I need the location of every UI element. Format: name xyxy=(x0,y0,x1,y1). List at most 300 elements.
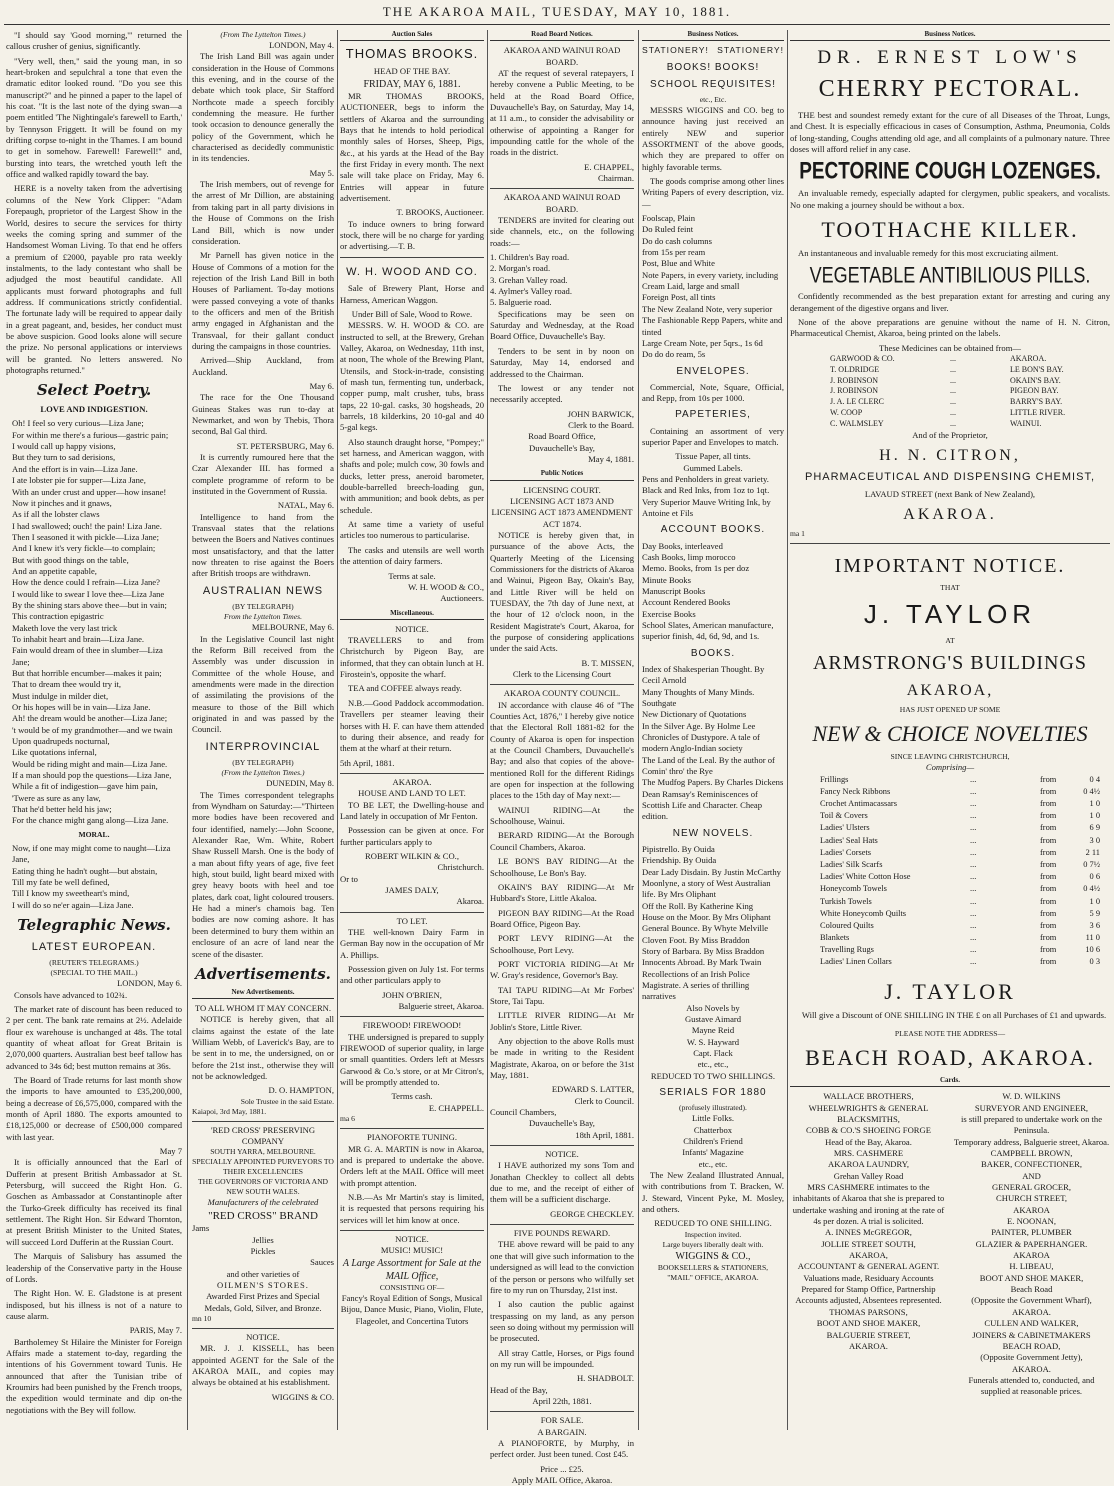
poem-line: Till my fate be well defined, xyxy=(12,876,110,887)
list-item: The Fashionable Repp Papers, white and tinted xyxy=(642,315,783,337)
ad-heading: SERIALS FOR 1880 xyxy=(659,1087,767,1099)
price-cell: ... xyxy=(970,945,977,955)
ad-heading: LICENSING COURT. xyxy=(523,484,601,495)
list-item: Dean Ramsay's Reminiscences of Scottish Life and Character. Cheap edition. xyxy=(642,788,763,822)
price-cell: 5 9 xyxy=(1089,908,1100,918)
ad-text: NOTICE is hereby given that, in pursuance of the above Acts, the Quarterly Meeting of the Licensing Commissioners for the districts of Akaroa and Wainui, Pigeon Bay, Okain's Bay, and Little River will be held on TUESDAY, the 7th day of June next, at the hour of 12 o'clock noon, in the Resident Magistrate's Court, Akaroa, for the purpose of considering applications under the said Acts. xyxy=(490,529,634,654)
ad-heading: ACCOUNT BOOKS. xyxy=(660,524,766,536)
paragraph: Intelligence to hand from the Transvaal states that the relations between the Boers and Natives continues most unsatisfactory, and that the latter now threaten to rise against the Boers after British troops are withdrawn. xyxy=(192,511,334,579)
ad-text: Gummed Labels. xyxy=(683,462,743,473)
poem-line: That he'd better held his jaw; xyxy=(12,804,112,815)
red-cross-ad xyxy=(192,1121,334,1324)
list-item: Innocents Abroad. By Mark Twain xyxy=(642,957,762,968)
price-row xyxy=(790,822,1110,834)
card-line: BEACH ROAD, xyxy=(1002,1340,1061,1351)
price-cell: Travelling Rugs xyxy=(820,945,874,955)
ad-text: An instantaneous and invaluable remedy for this most excruciating ailment. xyxy=(798,248,1059,259)
list-item: 3. Grehan Valley road. xyxy=(490,274,568,285)
price-row xyxy=(790,896,1110,908)
card-line: W. D. WILKINS xyxy=(1002,1091,1061,1102)
new-advertisements-label: New Advertisements. xyxy=(192,988,334,999)
whom-heading: TO ALL WHOM IT MAY CONCERN. xyxy=(194,1002,332,1013)
price-cell: Fancy Neck Ribbons xyxy=(820,786,891,796)
card-line: JOLLIE STREET SOUTH, xyxy=(821,1238,916,1249)
price-cell: 10 6 xyxy=(1085,945,1100,955)
ad-text: None of the above preparations are genuine without the name of H. N. Citron, Pharmaceutical Chemist, Akaroa, being printed on the labels. xyxy=(790,316,1110,339)
poem-line: While a fit of indigestion—gave him pain, xyxy=(12,781,158,792)
poem-line: To inhabit heart and brain—Liza Jane. xyxy=(12,633,145,644)
price-cell: Frillings xyxy=(820,774,849,784)
price-cell: 0 4½ xyxy=(1083,786,1100,796)
cards-right xyxy=(953,1091,1110,1397)
poem-line: If a man should pop the questions—Liza Jane, xyxy=(12,770,172,781)
price-cell: ... xyxy=(970,835,977,845)
moral-heading: MORAL. xyxy=(78,829,110,839)
ad-subheading: HEAD OF THE BAY. xyxy=(373,66,451,77)
signature: H. SHADBOLT. xyxy=(576,1373,634,1384)
price-cell: ... xyxy=(970,872,977,882)
ad-text: Possession given on July 1st. For terms and other particulars apply to xyxy=(340,964,484,986)
ad-text: N.B.—As Mr Martin's stay is limited, it is requested that persons requiring his services will let him know at once. xyxy=(340,1191,484,1225)
ad-text: AT xyxy=(945,635,955,645)
column-4 xyxy=(490,30,634,1485)
news-paragraphs xyxy=(6,990,182,1143)
price-row xyxy=(790,908,1110,920)
signature: Chairman. xyxy=(597,173,634,184)
card-line: Funerals attended to, conducted, and supplied at reasonable prices. xyxy=(968,1374,1095,1397)
agent-cell: PIGEON BAY. xyxy=(1010,386,1059,396)
list-item: W. S. Hayward xyxy=(686,1036,740,1047)
card-line: WHEELWRIGHTS & GENERAL BLACKSMITHS, xyxy=(808,1102,929,1124)
list-item: New Dictionary of Quotations xyxy=(642,709,747,720)
price-cell: ... xyxy=(970,884,977,894)
books-list xyxy=(642,664,784,823)
news-paragraphs xyxy=(192,51,334,164)
poem-line: 'Twere as sure as any law, xyxy=(12,792,101,803)
card-line: AKAROA xyxy=(1013,1204,1050,1215)
price-cell: 1 0 xyxy=(1089,896,1100,906)
price-cell: from xyxy=(1040,799,1057,808)
card-line: BAKER, CONFECTIONER, xyxy=(981,1159,1082,1170)
ad-text: Containing an assortment of very superior Paper and Envelopes to match. xyxy=(642,425,784,447)
card-line: Head of the Bay, Akaroa. xyxy=(825,1136,912,1147)
card-line: E. NOONAN, xyxy=(1007,1216,1056,1227)
agent-cell: OKAIN'S BAY. xyxy=(1010,375,1061,385)
column-5 xyxy=(642,30,784,1430)
list-item: Story of Barbara. By Miss Braddon xyxy=(642,945,765,956)
signature: May 4, 1881. xyxy=(588,453,634,464)
agent-cell: BARRY'S BAY. xyxy=(1010,397,1063,407)
paragraph: Consols have advanced to 102¾. xyxy=(14,989,128,1000)
poem-line: And an appetite capable, xyxy=(12,565,97,576)
poem-line: But they turn to sad derisions, xyxy=(12,452,116,463)
ad-text: Black and Red Inks, from 1oz to 1qt. xyxy=(642,485,770,496)
price-row xyxy=(790,810,1110,822)
ad-text: Pens and Penholders in great variety. xyxy=(642,473,769,484)
ad-text: I HAVE authorized my sons Tom and Jonathan Checkley to collect all debts due to me, and the receipt of either of them will be a sufficient discharge. xyxy=(490,1160,634,1205)
ad-text: Specifications may be seen on Saturday and Wednesday, at the Road Board Office, Duvauchelle's Bay. xyxy=(490,308,634,342)
agent-cell: ... xyxy=(950,364,956,374)
poem-line: That to dream thee would try it, xyxy=(12,679,122,690)
price-cell: Ladies' White Cotton Hose xyxy=(820,872,911,882)
papers-list xyxy=(642,213,784,360)
poem-line: I would call up happy visions, xyxy=(12,441,116,452)
ad-heading: W. H. WOOD AND CO. xyxy=(346,265,478,278)
ad-text: Any objection to the above Rolls must be made in writing to the Resident Magistrate, Akaroa, on or before the 31st May, 1881. xyxy=(490,1035,634,1080)
price-cell: from xyxy=(1040,847,1057,857)
cards-section xyxy=(790,1091,1110,1397)
agent-cell: AKAROA. xyxy=(1010,353,1047,363)
ad-line: Manufacturers of the celebrated xyxy=(207,1197,319,1208)
business-notices-label: Business Notices. xyxy=(642,30,784,41)
price-row xyxy=(790,944,1110,956)
telegraph-note: (BY TELEGRAPH) xyxy=(232,602,294,612)
card-line: Valuations made, Residuary Accounts Prepared for Stamp Office, Partnership Accounts adjusted, Absentees represented. xyxy=(795,1272,942,1306)
price-cell: 2 11 xyxy=(1085,847,1100,857)
paragraph: The Irish members, out of revenge for the arrest of Mr Dillion, are abstaining from taking part in all party divisions in the House of Commons on the Irish Land Bill, which is now under consideration. xyxy=(192,179,334,246)
ad-heading: AKAROA COUNTY COUNCIL. xyxy=(490,684,634,699)
ad-heading: BOOKS. xyxy=(690,647,736,659)
paragraph: Bartholemey St Hilaire the Minister for Foreign Affairs made a statement to-day, regarding the intentions of his Government toward Tunis. He announced that after the Tunisian tribe of Kroumirs had been punished by the French troops, the expedition would terminate and dip on-the negotiations with the Bey will follow. xyxy=(6,1336,182,1415)
card-line: COBB & CO.'S SHOEING FORGE xyxy=(806,1125,931,1136)
column-6 xyxy=(790,30,1110,1430)
stationery-row xyxy=(642,45,784,56)
poem-line: Must indulge in milder diet, xyxy=(12,690,109,701)
road-board-notices-label: Road Board Notices. xyxy=(490,30,634,41)
ad-heading: TO LET. xyxy=(340,912,484,927)
ad-heading: BEACH ROAD, AKAROA. xyxy=(805,1045,1095,1071)
ad-heading: HOUSE AND LAND TO LET. xyxy=(358,788,466,799)
news-paragraphs xyxy=(192,452,334,497)
card-line: A. INNES McGREGOR, xyxy=(825,1227,912,1238)
ad-text: REDUCED TO ONE SHILLING. xyxy=(654,1218,772,1229)
novels-list xyxy=(642,844,784,1003)
ad-heading: J. TAYLOR xyxy=(863,599,1037,630)
list-item: Chronicles of Dustypore. A tale of modern Anglo-Indian society xyxy=(642,731,760,754)
agent-cell: GARWOOD & CO. xyxy=(830,353,895,363)
price-cell: ... xyxy=(970,920,977,930)
signature: JOHN O'BRIEN, xyxy=(382,989,442,1000)
ad-text: Large buyers liberally dealt with. xyxy=(662,1239,764,1249)
news-paragraphs xyxy=(6,1157,182,1322)
ad-text: LAVAUD STREET (next Bank of New Zealand), xyxy=(864,488,1036,499)
list-item: etc., etc. xyxy=(698,1158,728,1169)
signature: Sole Trustee in the said Estate. xyxy=(240,1096,334,1106)
poem xyxy=(6,418,182,826)
ad-line: Pickles xyxy=(250,1245,276,1256)
ad-text: Or to xyxy=(340,873,358,884)
paragraph: It is officially announced that the Earl of Dufferin at present British Ambassador at St. Petersburg, will succeed the Right Hon. G. Goschen as Ambassador at Constantinople after the Turko-Greek difficulty has received its final settlement. The Right Hon. Sir Edward Thornton, at present British Minister to the United States, will succeed Lord Dufferin at the Russian Court. xyxy=(6,1157,182,1247)
price-cell: 0 7½ xyxy=(1083,859,1100,869)
serials-list xyxy=(642,1113,784,1170)
price-cell: Coloured Quilts xyxy=(820,920,874,930)
poem-line: For within me there's a furious—gastric pain; xyxy=(12,429,169,440)
list-item: LE BON'S BAY RIDING—At the Schoolhouse, Le Bon's Bay. xyxy=(490,856,634,878)
ad-subheading: LICENSING ACT 1873 AND LICENSING ACT 1873 AMENDMENT ACT 1874. xyxy=(491,495,633,529)
ad-text: Comprising— xyxy=(925,762,975,773)
ad-text: I also caution the public against trespassing on my land, as any person seen so doing without my permission will be prosecuted. xyxy=(490,1299,634,1344)
list-item: Cash Books, limp morocco xyxy=(642,551,736,562)
public-notices-label: Public Notices xyxy=(490,469,634,480)
list-item: Children's Friend xyxy=(683,1135,743,1146)
list-item: In the Silver Age. By Holme Lee xyxy=(642,720,756,731)
signature: BOOKSELLERS & STATIONERS, xyxy=(657,1262,769,1272)
list-item: Index of Shakesperian Thought. By Cecil Arnold xyxy=(642,663,765,686)
source-note: (From the Lyttelton Times.) xyxy=(221,768,305,778)
signature: "MAIL" OFFICE, AKAROA. xyxy=(667,1272,759,1282)
price-cell: Ladies' Linen Collars xyxy=(820,957,892,967)
card-line: BOOT AND SHOE MAKER, xyxy=(816,1318,921,1329)
poem-line: Upon quadrupeds nocturnal, xyxy=(12,736,110,747)
poem-line: How the dence could I refrain—Liza Jane? xyxy=(12,577,160,588)
ad-text: A PIANOFORTE, by Murphy, in perfect order. Just been tuned. Cost £45. xyxy=(490,1437,634,1460)
ad-text: Apply MAIL Office, Akaroa. xyxy=(511,1475,613,1485)
signature: EDWARD S. LATTER, xyxy=(551,1084,634,1095)
poem-line: I will do so ne'er again—Liza Jane. xyxy=(12,899,134,910)
card-line: GLAZIER & PAPERHANGER. xyxy=(975,1238,1088,1249)
ad-heading: IMPORTANT NOTICE. xyxy=(834,554,1066,577)
card-line: GENERAL GROCER, xyxy=(992,1182,1071,1193)
card-line: AKAROA, xyxy=(849,1250,888,1261)
ad-heading: PAPETERIES, xyxy=(675,409,751,421)
ad-text: Terms at sale. xyxy=(388,570,436,581)
poem-line: Maketh love the very last trick xyxy=(12,622,118,633)
ad-heading: DR. ERNEST LOW'S xyxy=(817,47,1083,69)
price-cell: 3 6 xyxy=(1089,920,1100,930)
signature: T. BROOKS, Auctioneer. xyxy=(396,207,484,218)
ad-text: MESSRS WIGGINS and CO. beg to announce having just received an entirely NEW and superior ASSORTMENT of the above goods, which they are prepared to offer on highly favorable terms. xyxy=(642,104,784,172)
agent-cell: W. COOP xyxy=(830,407,863,417)
list-item: LITTLE RIVER RIDING—At Mr Joblin's Store, Little River. xyxy=(490,1010,634,1032)
card-line: THOMAS PARSONS, xyxy=(829,1306,908,1317)
list-item: PIGEON BAY RIDING—At the Road Board Office, Pigeon Bay. xyxy=(490,907,634,929)
ad-heading: BOOKS! BOOKS! xyxy=(666,61,760,73)
card-line: CULLEN AND WALKER, xyxy=(984,1318,1079,1329)
card-line: Temporary address, Balguerie street, Akaroa. xyxy=(953,1136,1110,1147)
price-row xyxy=(790,835,1110,847)
miscellaneous-label: Miscellaneous. xyxy=(340,609,484,620)
dateline: PARIS, May 7. xyxy=(129,1325,182,1336)
ad-code: mn 10 xyxy=(192,1314,212,1324)
card-line: AKAROA. xyxy=(1012,1363,1051,1374)
agent-row xyxy=(790,419,1110,430)
ad-heading: ENVELOPES. xyxy=(676,365,750,377)
list-item: Little Folks. xyxy=(691,1113,735,1124)
agent-cell: T. OLDRIDGE xyxy=(830,364,880,374)
signature: JAMES DALY, xyxy=(385,884,439,895)
ad-heading: NEW & CHOICE NOVELTIES xyxy=(812,721,1088,747)
card-line: BOOT AND SHOE MAKER, xyxy=(979,1272,1084,1283)
ad-text: At same time a variety of useful articles too numerous to particularise. xyxy=(340,519,484,541)
poem-line: Fain would dream of thee in slumber—Liza Jane; xyxy=(12,645,163,667)
agent-row xyxy=(790,408,1110,419)
price-cell: Ladies' Silk Scarfs xyxy=(820,859,883,869)
price-row xyxy=(790,932,1110,944)
paragraph: The Right Hon. W. E. Gladstone is at present indisposed, but his illness is not of a nature to cause alarm. xyxy=(6,1288,182,1321)
agent-row xyxy=(790,397,1110,408)
list-item: Day Books, interleaved xyxy=(642,540,723,551)
ad-text: HAS JUST OPENED UP SOME xyxy=(899,705,1001,715)
ad-text: N.B.—Good Paddock accommodation. Travellers per steamer leaving their horses with H. F. can have them attended to during their absence, and ready for them at the wharf at their return. xyxy=(340,697,484,754)
latest-european-heading: LATEST EUROPEAN. xyxy=(31,940,157,953)
signature: Akaroa. xyxy=(456,896,484,907)
poem-line: And the effort is in vain—Liza Jane. xyxy=(12,463,138,474)
ad-text: To induce owners to bring forward stock, there will be no charge for yarding or advertising.—T. B. xyxy=(340,218,484,252)
ad-text: CONSISTING OF— xyxy=(379,1283,445,1292)
ad-line: Jams xyxy=(192,1223,210,1234)
paragraph: Mr Parnell has given notice in the House of Commons of a motion for the rejection of the Irish Land Bill in both Houses of Parliament. To-day motions were passed conveying a vote of thanks to the officers and men of the British army engaged in Afghanistan and the Transvaal, for their gallant conduct during the campaigns in those countries. xyxy=(192,250,334,351)
ad-text: Tenders to be sent in by noon on Saturday, May 14, endorsed and addressed to the Chairman. xyxy=(490,345,634,379)
column-divider xyxy=(487,30,488,1430)
ad-heading: PHARMACEUTICAL AND DISPENSING CHEMIST, xyxy=(804,471,1096,483)
ad-heading: TOOTHACHE KILLER. xyxy=(821,217,1079,243)
dateline: LONDON, May 6. xyxy=(117,978,182,989)
card-line: JOINERS & CABINETMAKERS xyxy=(972,1329,1091,1340)
ad-text: THE well-known Dairy Farm in German Bay now in the occupation of Mr A. Phillips. xyxy=(340,927,484,960)
signature: Clerk to the Board. xyxy=(568,419,634,430)
price-cell: from xyxy=(1040,957,1057,967)
cards-label: Cards. xyxy=(790,1076,1110,1087)
ad-heading: FIVE POUNDS REWARD. xyxy=(490,1224,634,1239)
price-cell: Honeycomb Towels xyxy=(820,884,887,894)
signature: Head of the Bay, xyxy=(490,1384,548,1395)
poem-line: Now, if one may might come to naught—Liza Jane, xyxy=(12,842,171,865)
ad-text: TEA and COFFEE always ready. xyxy=(348,683,462,694)
signature: ROBERT WILKIN & CO., xyxy=(365,850,459,861)
list-item: Foreign Post, all tints xyxy=(642,292,716,303)
ad-heading: AKAROA. xyxy=(340,773,484,788)
agent-cell: ... xyxy=(950,375,956,385)
card-line: AND xyxy=(1022,1170,1041,1181)
price-cell: Blankets xyxy=(820,933,850,943)
card-line: (Opposite Government Jetty), xyxy=(980,1352,1083,1363)
ad-heading: CHERRY PECTORAL. xyxy=(818,76,1082,103)
news-paragraphs xyxy=(6,1337,182,1416)
news-paragraphs xyxy=(192,392,334,437)
news-paragraphs xyxy=(192,790,334,960)
column-divider xyxy=(187,30,188,1430)
price-cell: ... xyxy=(970,799,977,808)
signature: 18th April, 1881. xyxy=(575,1129,634,1140)
notice-agent-ad xyxy=(192,1328,334,1403)
list-item: Account Rendered Books xyxy=(642,597,731,608)
list-item: Friendship. By Ouida xyxy=(642,855,717,866)
agents-list xyxy=(790,354,1110,430)
list-item: PORT LEVY RIDING—At the Schoolhouse, Port Levy. xyxy=(490,933,634,955)
ad-text: THE undersigned is prepared to supply FIREWOOD of superior quality, in large or small quantities. Orders left at Messrs Garwood & Co.'s store, or at Mr Citron's, will be promptly attended to. xyxy=(340,1031,484,1088)
ad-heading: PECTORINE COUGH LOZENGES. xyxy=(799,158,1101,185)
ad-text: The casks and utensils are well worth the attention of dairy farmers. xyxy=(340,544,484,567)
column-3 xyxy=(340,30,484,1430)
price-cell: ... xyxy=(970,933,977,943)
ad-text: And of the Proprietor, xyxy=(912,429,988,440)
ad-subheading: A BARGAIN. xyxy=(537,1426,587,1437)
price-cell: Ladies' Seal Hats xyxy=(820,835,878,845)
ad-line: Jellies xyxy=(252,1234,274,1245)
ad-line: Awarded First Prizes and Special Medals, Gold, Silver, and Bronze. xyxy=(204,1291,322,1313)
list-item: 2. Morgan's road. xyxy=(490,263,551,274)
ad-text: Possession can be given at once. For further particulars apply to xyxy=(340,825,484,847)
agent-cell: ... xyxy=(950,353,956,363)
list-item: Minute Books xyxy=(642,574,691,585)
date-line: Kaiapoi, 3rd May, 1881. xyxy=(192,1106,267,1116)
ad-text: (profusely illustrated). xyxy=(679,1103,747,1113)
price-cell: ... xyxy=(970,908,977,918)
poem-line: Till I know my sweetheart's mind, xyxy=(12,888,130,899)
price-cell: from xyxy=(1040,774,1057,784)
paragraph: HERE is a novelty taken from the advertising columns of the New York Clipper: "Adam Forepaugh, proprietor of the Largest Show in the World, desires to secure the services for thirty weeks the coming spring and summer of the Handsomest Woman Living. To that end he offers a premium of £2000, payable pro rata weekly instalments, to the lady contestant who shall be adjudged the most beautiful candidate. All applicants must forward photographs and full address. If communications strictly confidential. The fortunate lady will be required to appear daily in a great pageant, and, besides, her conduct must be above suspicion. Good looks alone will secure the prize. No personal applications or interviews will be granted. No letters answered. No photographs returned." xyxy=(6,183,182,375)
ad-code: ma 1 xyxy=(790,528,805,538)
price-cell: 6 9 xyxy=(1089,823,1100,833)
price-cell: ... xyxy=(970,823,977,833)
list-item: Recollections of an Irish Police Magistrate. A series of thrilling narratives xyxy=(642,968,750,1002)
ad-line: THE GOVERNORS OF VICTORIA AND NEW SOUTH WALES. xyxy=(197,1177,329,1197)
agent-cell: ... xyxy=(950,418,956,428)
roads-list xyxy=(490,252,634,309)
price-cell: White Honeycomb Quilts xyxy=(820,908,907,918)
list-item: Foolscap, Plain xyxy=(642,213,695,224)
price-cell: from xyxy=(1040,859,1057,869)
price-cell: ... xyxy=(970,811,977,821)
ad-text: The lowest or any tender not necessarily accepted. xyxy=(490,382,634,405)
paragraph: The Irish Land Bill was again under consideration in the House of Commons this evening, and in the course of the debate which took place, Sir Stafford Northcote made a speech forcibly condemning the measure. He further took occasion to denounce generally the policy of the Government, which he characterised as decidedly communistic in its tendencies. xyxy=(192,51,334,164)
ridings-list xyxy=(490,805,634,1033)
dateline: MELBOURNE, May 6. xyxy=(251,622,334,633)
card-line: AKAROA xyxy=(1013,1250,1050,1261)
poem-line: Oh! I feel so very curious—Liza Jane; xyxy=(12,418,144,429)
dateline: NATAL, May 6. xyxy=(277,500,334,511)
ad-text: IN accordance with clause 46 of "The Counties Act, 1876," I hereby give notice that the Electoral Roll 1881-82 for the County of Akaroa is open for inspection at the Council Chambers, Duvauchelle's Bay; and also that copies of the above-mentioned Roll for the different Ridings are open for inspection at the following places to the 15th day of May next:— xyxy=(490,699,634,801)
agent-cell: J. A. LE CLERC xyxy=(830,397,885,407)
paragraph: The Times correspondent telegraphs from Wyndham on Saturday:—"Thirteen more bodies have been recovered and four identified, namely:—John Scoone, Alexander Rae, Wm. White, Robert Shaw Russell Marsh. One is the body of a man about fifty years of age, five feet high, stout build, light beard mixed with grey heavy boots with heel and toe plates, dark coat, light coloured trousers. He had a miner's chamois bag. Ten bodies are now coming ashore. It has been determined to bury them within an enclosure of an acre of land near the scene of the disaster. xyxy=(192,789,334,959)
column-2 xyxy=(192,30,334,1430)
ad-heading: J. TAYLOR xyxy=(884,978,1016,1004)
notice-heading: NOTICE. xyxy=(246,1332,280,1343)
list-item: TAI TAPU RIDING—At Mr Forbes' Store, Tai Tapu. xyxy=(490,984,634,1006)
agent-cell: LITTLE RIVER. xyxy=(1010,407,1066,417)
price-row xyxy=(790,798,1110,810)
signature: Duvauchelle's Bay, xyxy=(529,1118,595,1129)
agent-cell: WAINUI. xyxy=(1010,418,1042,428)
ad-text: MR G. A. MARTIN is now in Akaroa, and is prepared to undertake the above. Orders left at the MAIL Office will meet with prompt attention. xyxy=(340,1143,484,1188)
card-line: WALLACE BROTHERS, xyxy=(823,1091,914,1102)
agent-cell: ... xyxy=(950,407,956,417)
column-divider xyxy=(638,30,639,1430)
ad-text: A Large Assortment for Sale at the MAIL Office, xyxy=(342,1257,482,1282)
also-list xyxy=(642,1014,784,1071)
australian-news-heading: AUSTRALIAN NEWS xyxy=(202,584,324,597)
poem-line: As if all the lobster claws xyxy=(12,509,100,520)
signature: B. T. MISSEN, xyxy=(581,657,634,668)
list-item: Exercise Books xyxy=(642,608,696,619)
poem-line: 't would be of my grandmother—and we twain xyxy=(12,724,173,735)
price-cell: 3 0 xyxy=(1089,835,1100,845)
ad-heading: AKAROA. xyxy=(903,505,997,523)
signature: JOHN BARWICK, xyxy=(567,408,634,419)
list-item: Many Thoughts of Many Minds. Southgate xyxy=(642,686,755,708)
ad-heading: FOR SALE. xyxy=(490,1411,634,1426)
list-item: Dear Lady Disdain. By Justin McCarthy xyxy=(642,866,781,877)
price-cell: from xyxy=(1040,786,1057,796)
price-cell: Turkish Towels xyxy=(820,896,872,906)
card-line: H. LIBEAU, xyxy=(1009,1261,1054,1272)
price-cell: from xyxy=(1040,920,1057,930)
agent-cell: ... xyxy=(950,386,956,396)
ad-text: THE best and soundest remedy extant for the cure of all Diseases of the Throat, Lungs, and Chest. It is especially efficacious in cases of Consumption, Asthma, Pneumonia, Colds of long-standing, Coughs attending old age, and all complaints of a pulmonary nature. Three doses will afford relief in any case. xyxy=(790,109,1110,155)
ad-text: Terms cash. xyxy=(391,1091,433,1102)
notice-heading: NOTICE. xyxy=(395,623,429,634)
paragraph: The Marquis of Salisbury has assumed the leadership of the Conservative party in the House of Lords. xyxy=(6,1251,182,1284)
